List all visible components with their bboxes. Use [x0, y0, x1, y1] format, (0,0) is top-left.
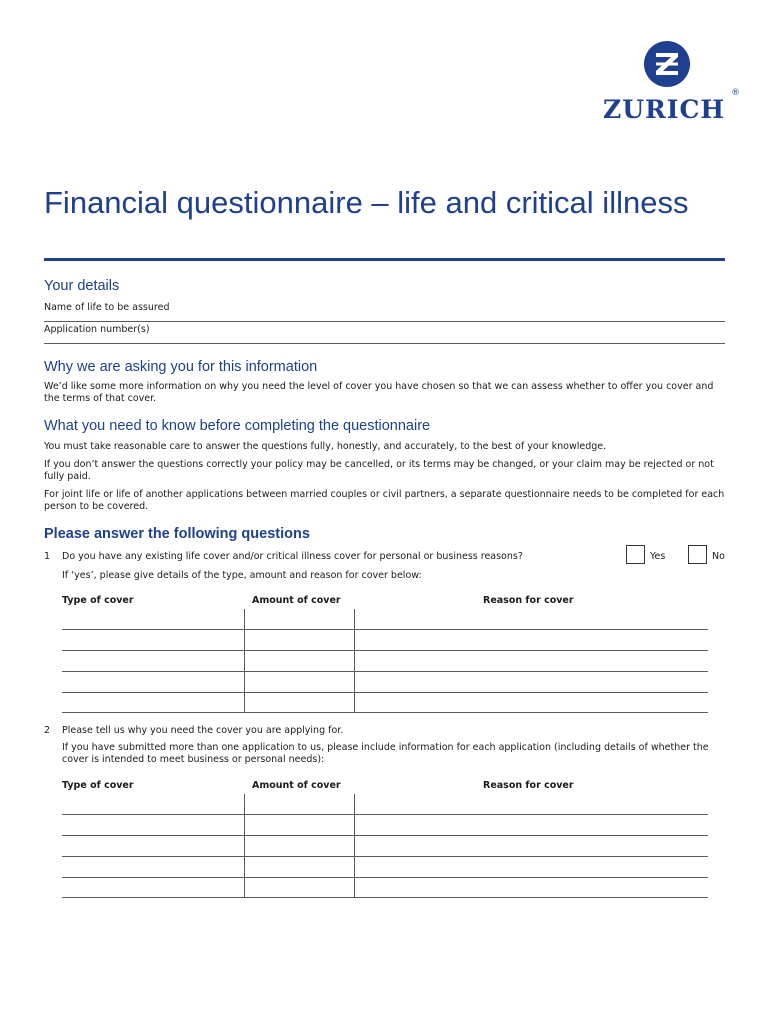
page-title: Financial questionnaire – life and critical illness: [44, 185, 689, 220]
q2-subtext: If you have submitted more than one application to us, please include information for each application (including details of whether the cover is intended to meet business or personal needs):: [62, 742, 709, 765]
registered-mark: ®: [731, 88, 740, 98]
q2-text: Please tell us why you need the cover you are applying for.: [62, 725, 344, 736]
application-number-field[interactable]: [44, 321, 725, 344]
table-row[interactable]: [62, 815, 708, 836]
life-assured-label: Name of life to be assured: [44, 302, 170, 313]
table-row[interactable]: [62, 609, 708, 630]
zurich-z-icon: [643, 40, 691, 88]
zurich-logo: [598, 40, 748, 130]
q2-cover-table: [62, 780, 708, 900]
table-row[interactable]: [62, 651, 708, 672]
q1-text: Do you have any existing life cover and/or critical illness cover for personal or business reasons?: [62, 551, 523, 562]
table-row[interactable]: [62, 672, 708, 693]
table-row[interactable]: [62, 692, 708, 713]
table-row[interactable]: [62, 857, 708, 878]
q1-header-amount: Amount of cover: [252, 595, 341, 606]
table-row[interactable]: [62, 794, 708, 815]
know-paragraph-1: You must take reasonable care to answer the questions fully, honestly, and accurately, to the best of your knowledge.: [44, 441, 607, 452]
q1-subtext: If ‘yes’, please give details of the type, amount and reason for cover below:: [62, 570, 422, 581]
life-assured-field[interactable]: [44, 299, 725, 322]
know-paragraph-3: For joint life or life of another applications between married couples or civil partners, a separate questionnaire needs to be completed for each person to be covered.: [44, 489, 725, 512]
logo-wordmark: ZURICH: [602, 95, 726, 124]
why-text: We’d like some more information on why you need the level of cover you have chosen so that we can assess whether to offer you cover and the terms of that cover.: [44, 381, 714, 404]
q1-no-checkbox[interactable]: [688, 545, 707, 564]
questions-heading: Please answer the following questions: [44, 526, 310, 542]
why-heading: Why we are asking you for this information: [44, 359, 318, 375]
know-heading: What you need to know before completing the questionnaire: [44, 418, 431, 434]
table-row[interactable]: [62, 630, 708, 651]
q2-number: 2: [44, 725, 51, 736]
q1-yes-checkbox[interactable]: [626, 545, 645, 564]
title-divider: [44, 258, 725, 261]
q1-number: 1: [44, 551, 51, 562]
know-paragraph-2: If you don’t answer the questions correctly your policy may be cancelled, or its terms may be changed, or your claim may be rejected or not fully paid.: [44, 459, 714, 482]
q1-header-type: Type of cover: [62, 595, 134, 606]
q1-no-label: No: [712, 551, 725, 562]
q1-header-reason: Reason for cover: [483, 595, 574, 606]
q2-header-type: Type of cover: [62, 780, 134, 791]
your-details-heading: Your details: [44, 278, 120, 294]
application-number-label: Application number(s): [44, 324, 150, 335]
q1-yes-label: Yes: [650, 551, 666, 562]
q2-header-amount: Amount of cover: [252, 780, 341, 791]
table-row[interactable]: [62, 877, 708, 898]
q2-header-reason: Reason for cover: [483, 780, 574, 791]
q1-cover-table: [62, 595, 708, 715]
table-row[interactable]: [62, 836, 708, 857]
